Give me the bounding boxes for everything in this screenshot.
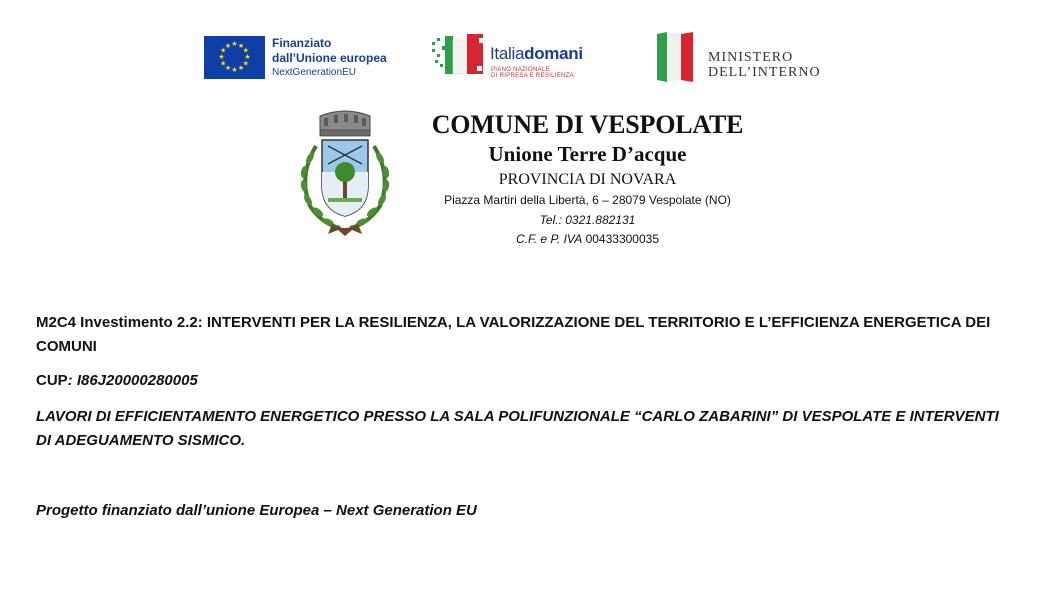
svg-text:★: ★	[220, 59, 227, 68]
svg-text:★: ★	[218, 53, 225, 61]
cup-value: : I86J20000280005	[67, 372, 198, 389]
italiadomani-name-part1: Italia	[490, 44, 525, 63]
italiadomani-pixel-icon	[430, 32, 488, 78]
svg-text:★: ★	[237, 64, 245, 73]
ministero-line2: DELL’INTERNO	[708, 65, 821, 80]
svg-text:★: ★	[224, 64, 232, 73]
eu-funding-logo	[204, 36, 394, 80]
comune-title: COMUNE DI VESPOLATE	[431, 110, 744, 139]
provincia-name: PROVINCIA DI NOVARA	[498, 171, 677, 188]
ministero-interno-logo	[655, 32, 825, 84]
telephone-line: Tel.: 0321.882131	[539, 213, 636, 227]
tax-code-line	[400, 232, 775, 246]
svg-text:★: ★	[242, 59, 249, 68]
svg-text:★: ★	[237, 41, 245, 50]
tax-code-label: C.F. e P. IVA	[515, 232, 583, 246]
eu-logo-line2: dall’Unione europea	[272, 51, 387, 65]
italiadomani-subtitle-1: PIANO NAZIONALE	[491, 67, 550, 73]
cup-label: CUP	[36, 372, 68, 389]
address-line: Piazza Martiri della Libertà, 6 – 28079 Vespolate (NO)	[444, 193, 731, 207]
funding-statement: Progetto finanziato dall’unione Europea – Next Generation EU	[36, 502, 477, 519]
eu-flag-icon	[204, 36, 265, 79]
svg-text:★: ★	[224, 41, 232, 50]
italian-flag-icon	[655, 32, 697, 82]
ministero-line1: MINISTERO	[708, 50, 794, 65]
italiadomani-logo	[430, 32, 600, 82]
italiadomani-name	[490, 44, 583, 64]
eu-logo-text	[272, 36, 397, 80]
italiadomani-subtitle-2: DI RIPRESA E RESILIENZA	[491, 73, 574, 79]
svg-text:★: ★	[244, 53, 251, 61]
coat-of-arms-icon	[296, 106, 394, 238]
works-description: LAVORI DI EFFICIENTAMENTO ENERGETICO PRESSO LA SALA POLIFUNZIONALE “CARLO ZABARINI” DI VESPOLATE E INTERVENTI DI ADEGUAMENTO SISMICO.	[36, 408, 999, 449]
svg-text:★: ★	[231, 40, 238, 48]
eu-logo-line3: NextGenerationEU	[272, 67, 356, 78]
italiadomani-name-part2: domani	[524, 44, 583, 63]
cup-code	[36, 369, 1001, 393]
svg-text:★: ★	[242, 46, 249, 55]
eu-logo-line1: Finanziato	[272, 36, 332, 50]
svg-text:★: ★	[220, 46, 227, 55]
investment-title: M2C4 Investimento 2.2: INTERVENTI PER LA RESILIENZA, LA VALORIZZAZIONE DEL TERRITORIO E L’EFFICIENZA ENERGETICA DEI COMUNI	[36, 314, 991, 355]
tax-code-value: 00433300035	[582, 232, 659, 246]
svg-text:★: ★	[231, 66, 238, 74]
unione-name: Unione Terre D’acque	[488, 142, 687, 166]
